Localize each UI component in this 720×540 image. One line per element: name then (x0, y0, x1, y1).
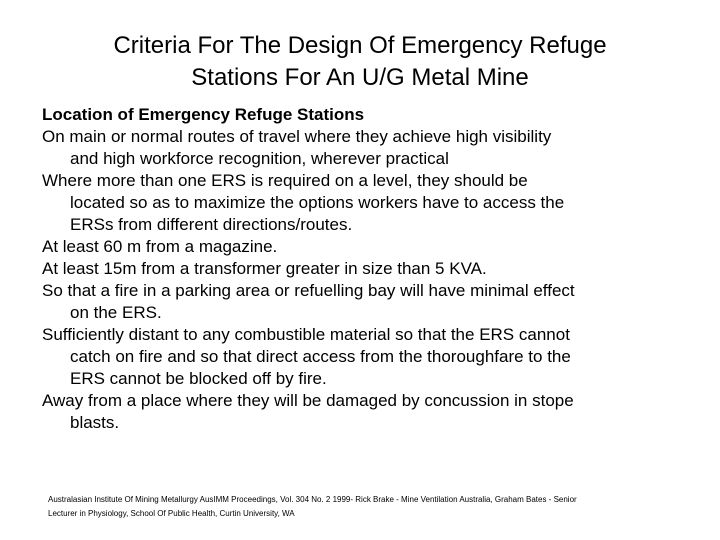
criterion-item: Away from a place where they will be damaged by concussion in stope blasts. (42, 391, 574, 432)
criterion-item: Sufficiently distant to any combustible material so that the ERS cannot catch on fire and so that direct access from the thoroughfare to the ERS cannot be blocked off by fire. (42, 325, 571, 388)
criterion-item: Where more than one ERS is required on a level, they should be located so as to maximize the options workers have to access the ERSs from different directions/routes. (42, 171, 565, 234)
criterion-item: At least 60 m from a magazine. (42, 237, 278, 256)
slide-title (40, 30, 680, 94)
footnote-line-2: Lecturer in Physiology, School Of Public Health, Curtin University, WA (48, 509, 295, 518)
slide-title-line-1: Criteria For The Design Of Emergency Refuge (113, 32, 607, 59)
criterion-item: So that a fire in a parking area or refuelling bay will have minimal effect on the ERS. (42, 281, 575, 322)
criterion-item: At least 15m from a transformer greater in size than 5 KVA. (42, 259, 487, 278)
body-text (42, 104, 692, 434)
criterion-item: On main or normal routes of travel where they achieve high visibility and high workforce recognition, wherever practical (42, 127, 552, 168)
section-heading: Location of Emergency Refuge Stations (42, 105, 365, 124)
footnote-line-1: Australasian Institute Of Mining Metallurgy AusIMM Proceedings, Vol. 304 No. 2 1999- Rick Brake - Mine Ventilation Australia, Graham Bates - Senior (48, 495, 577, 504)
source-footnote (48, 493, 688, 521)
slide-title-line-2: Stations For An U/G Metal Mine (191, 64, 529, 91)
